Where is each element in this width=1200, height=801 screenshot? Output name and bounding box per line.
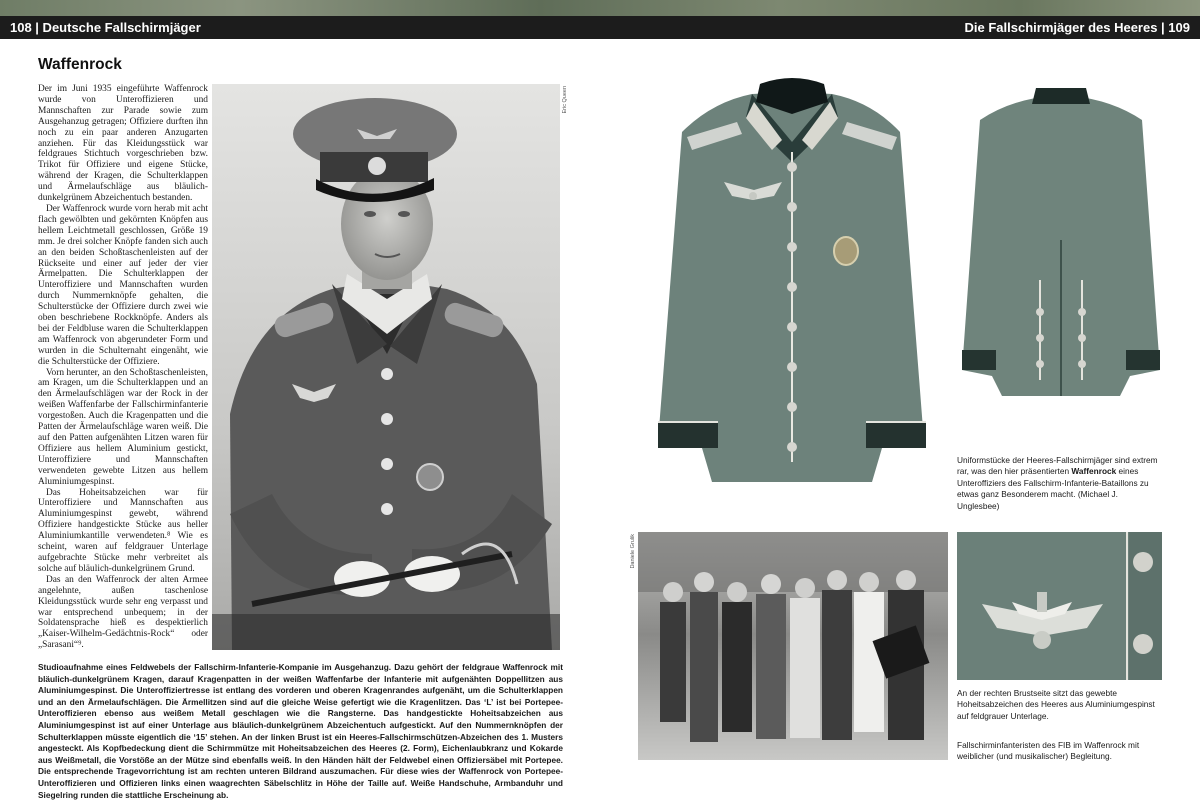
top-decorative-strip <box>0 0 1200 16</box>
body-paragraph: Das an den Waffenrock der alten Armee angelehnte, außen taschenlose Kleidungsstück wurde sehr eng verpasst und war entsprechend unbequem; in der Soldatensprache hieß es despektierlich „Kaiser-Wilhelm-Gedächtnis-Rock“ oder „Sarasani“⁹. <box>38 574 208 651</box>
body-paragraph: Das Hoheitsabzeichen war für Unteroffiziere und Mannschaften aus Aluminiumgespinst gewebt, während Offiziere handgestickte Stücke aus heller Aluminiumkantille verwendeten.⁸ Wie es scheint, waren auf feldgrauer Unterlage aufgebrachte Stücke mehr verbreitet als solche auf bläulich-dunkelgrünem Grund. <box>38 487 208 574</box>
portrait-photo-credit: Eric Queen <box>562 86 568 114</box>
running-header-left: 108 | Deutsche Fallschirmjäger <box>0 16 600 39</box>
eagle-caption: An der rechten Brustseite sitzt das gewebte Hoheitsabzeichen des Heeres aus Aluminiumgespinst auf feldgrauer Unterlage. <box>957 688 1155 721</box>
uniform-caption-text: eines Unteroffiziers des Fallschirm-Infanterie-Bataillons zu etwas ganz Besonderem macht. (Michael J. Unglesbee) <box>957 466 1149 511</box>
group-caption: Fallschirminfanteristen des FIB im Waffenrock mit weiblicher (und musikalischer) Begleitung. <box>957 740 1140 762</box>
body-paragraph: Vorn herunter, an den Schoßtaschenleisten, am Kragen, um die Schulterklappen und an den Ärmelaufschlägen war der Rock in der weißen Waffenfarbe der Fallschirminfanterie vorgestoßen. Auch die Kragenpatten und die Patten der Ärmelaufschläge waren weiß. Die auf den Patten aufgenähten Litzen waren für Offiziere aus hellem Aluminium gestickt, Unteroffiziere und Mannschaften verwendeten gewebte Litzen aus hellem Aluminiumgespinst. <box>38 367 208 487</box>
uniform-caption-text: Uniformstücke der Heeres-Fallschirmjäger sind extrem rar, was den hier präsentierten <box>957 455 1158 477</box>
portrait-photo <box>212 84 560 650</box>
portrait-caption: Studioaufnahme eines Feldwebels der Fallschirm-Infanterie-Kompanie im Ausgehanzug. Dazu gehört der feldgraue Waffenrock mit bläulich-dunkelgrünem Kragen, darauf Kragenpatten in der weißen Waffenfarbe der Infanterie mit aufgenähten Doppellitzen aus Aluminiumgespinst. Die Unteroffiziertresse ist entlang des vorderen und oberen Kragenrandes aufgenäht, um die Schulterklappen und an den Ärmelaufschlägen. Die Ärmellitzen sind auf die gleiche Weise gefertigt wie die Kragenlitzen. Das ‘L’ ist bei Portepee-Unteroffizieren ebenso aus weißem Metall geschlagen wie die Rangsterne. Das handgestickte Hoheitsabzeichen aus Aluminiumgespinst ist auf einer Unterlage aus bläulich-dunkelgrünem Abzeichentuch aufgestickt. Auf den Nummernknöpfen der Schulterklappen müsste eigentlich die ‘15’ stehen. An der linken Brust ist ein Heeres-Fallschirmschützen-Abzeichen des 1. Musters angesteckt. Als Kopfbedeckung dient die Schirmmütze mit Hoheitsabzeichen des Heeres (2. Form), Eichenlaubkranz und Kokarde aus Weißmetall, die Vorstöße an der Mütze sind ebenfalls weiß. In den Händen hält der Feldwebel einen Offiziersäbel mit Portepee. Die entsprechende Tragevorrichtung ist am rechten unteren Bildrand auszumachen. Für diese wies der Waffenrock von Portepee-Unteroffizieren und Offizieren links einen waagrechten Säbelschlitz in Höhe der Taille auf. Weiße Handschuhe, Armbanduhr und Siegelring runden die stattliche Erscheinung ab. <box>38 662 563 800</box>
uniform-caption <box>957 455 1162 512</box>
running-header-right: Die Fallschirmjäger des Heeres | 109 <box>600 16 1200 39</box>
body-paragraph: Der Waffenrock wurde vorn herab mit acht flach gewölbten und gekörnten Knöpfen aus hellem Leichtmetall geschlossen, Größe 19 mm. Je drei solcher Knöpfe fanden sich auch an den beiden Schoßtaschenleisten auf der Rückseite und einer auf jeder der vier Ärmelpatten. Die Schulterklappen der Unteroffiziere und Mannschaften wurden durch Nummernknöpfe gehalten, die Schulterstücke der Offiziere durch zwei wie oben beschriebene Rockknöpfe. Anders als bei der Feldbluse waren die Schulterklappen am Waffenrock von abgerundeter Form und wurden in die Schulternaht eingenäht, wie die Schulterstücke der Offiziere. <box>38 203 208 367</box>
eagle-detail-photo <box>957 532 1162 680</box>
group-photo-credit: Daniele Grulik <box>630 534 636 569</box>
uniform-back-photo <box>950 80 1172 396</box>
body-paragraph: Der im Juni 1935 eingeführte Waffenrock wurde von Unteroffizieren und Mannschaften zur Parade sowie zum Ausgehanzug getragen; Offiziere durften ihn noch zu ein paar anderen Anzugarten anziehen. Für das Kleidungsstück war feldgraues Stichtuch vorgeschrieben bzw. Trikot für Offiziere und eigene Stücke, während der Kragen, die Schulterklappen und Ärmelaufschläge aus bläulich-dunkelgrünem Abzeichentuch bestanden. <box>38 84 208 204</box>
uniform-caption-bold: Waffenrock <box>1071 466 1117 477</box>
section-title: Waffenrock <box>38 56 122 73</box>
uniform-front-photo <box>642 62 940 494</box>
body-text-column <box>38 84 208 651</box>
group-photo <box>638 532 948 760</box>
